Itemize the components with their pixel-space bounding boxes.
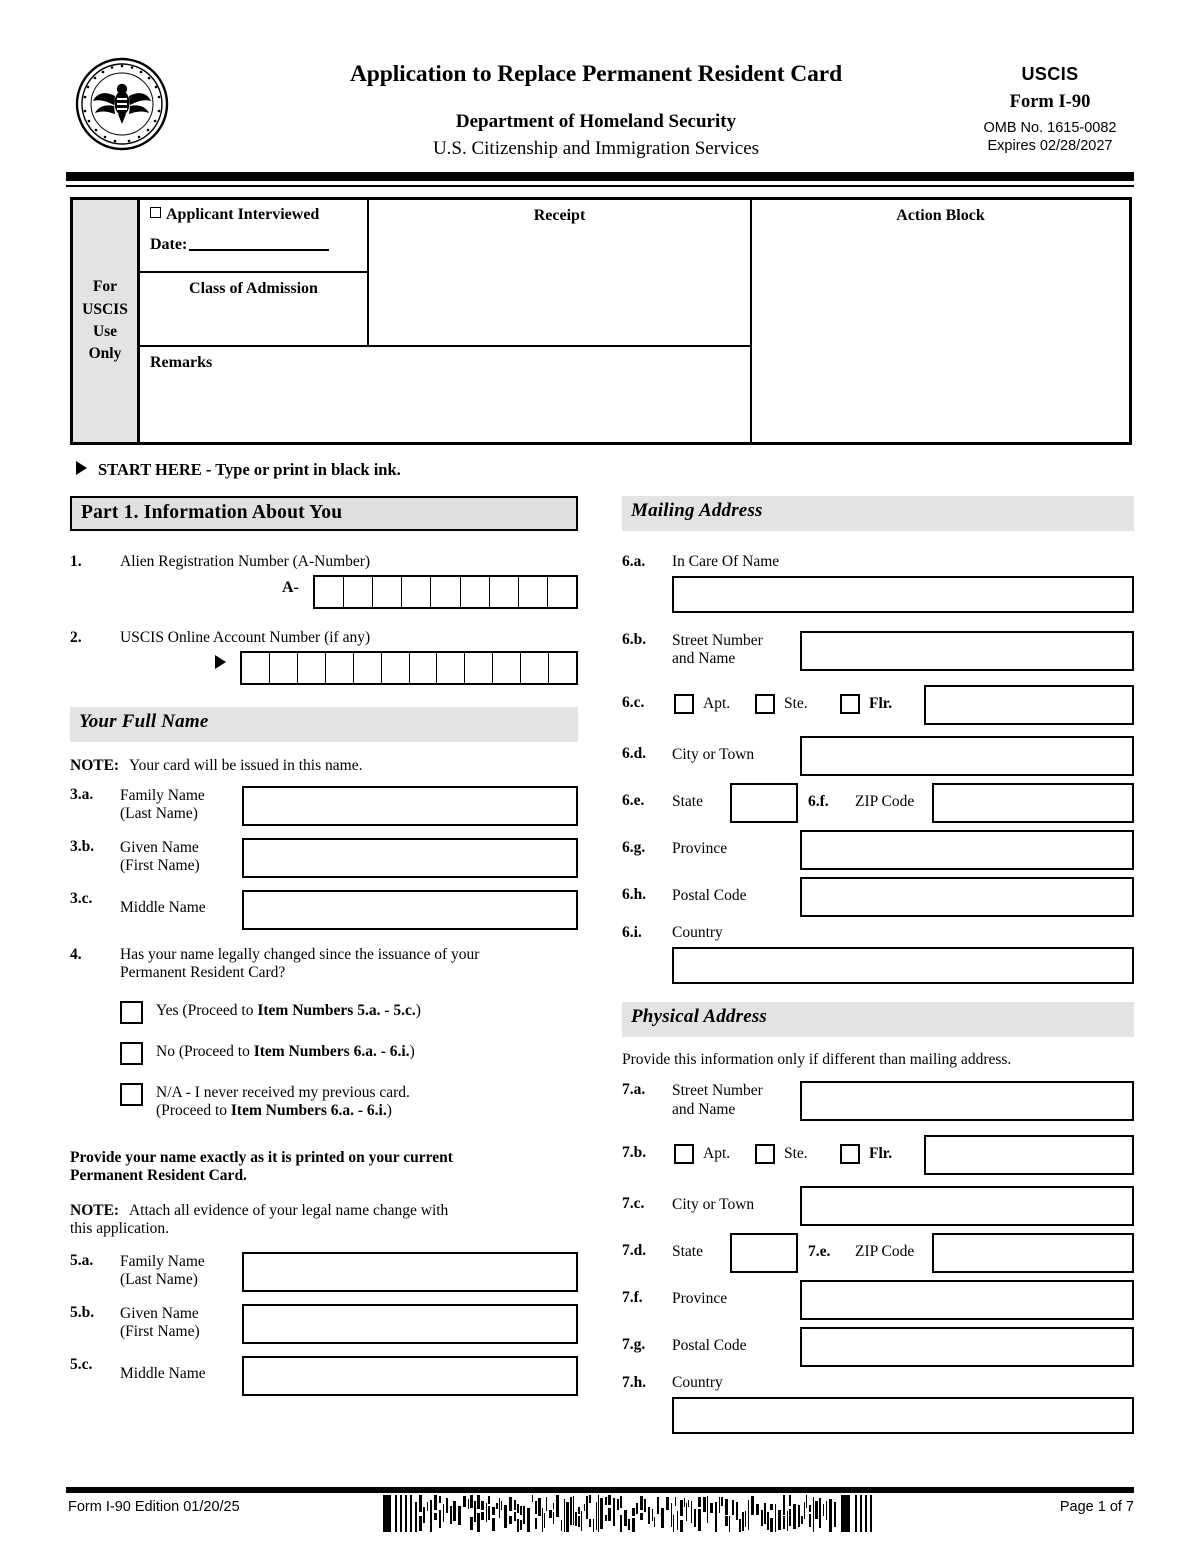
item-6g-number: 6.g. (622, 839, 646, 856)
attach-note-label: NOTE: (70, 1201, 120, 1219)
item-4-no-ref: Item Numbers 6.a. - 6.i. (253, 1042, 410, 1060)
a-number-cell[interactable] (461, 577, 490, 607)
account-number-cell[interactable] (270, 653, 298, 683)
physical-address-intro: Provide this information only if different than mailing address. (622, 1051, 1012, 1068)
item-2-label: USCIS Online Account Number (if any) (120, 629, 371, 646)
item-5a-label-line1: Family Name (120, 1252, 205, 1270)
item-4-option-no[interactable] (70, 1040, 578, 1075)
a-number-cell[interactable] (344, 577, 373, 607)
account-number-cell[interactable] (326, 653, 354, 683)
mailing-unit-number-input[interactable] (924, 685, 1134, 725)
item-6e-number: 6.e. (622, 792, 645, 809)
physical-flr-label: Flr. (869, 1145, 893, 1163)
item-4-question-line1: Has your name legally changed since the issuance of your (120, 946, 480, 963)
action-block-label: Action Block (896, 207, 985, 224)
item-3a-family-name (70, 786, 578, 832)
a-number-input[interactable] (313, 575, 578, 609)
item-1-alien-registration-number (70, 553, 578, 629)
mailing-address-banner: Mailing Address (622, 496, 1134, 531)
a-number-cell[interactable] (402, 577, 431, 607)
item-7f-label: Province (672, 1290, 728, 1308)
uscis-use-only-block (70, 197, 1132, 445)
item-6e-6f-state-zip (622, 783, 1134, 823)
physical-apt-label: Apt. (703, 1145, 731, 1163)
item-6b-label-line1: Street Number (672, 632, 763, 649)
header-rule-thin (66, 185, 1134, 187)
a-number-cell[interactable] (315, 577, 344, 607)
start-here-instruction (76, 460, 401, 480)
right-column (622, 496, 1134, 1452)
action-block-cell[interactable] (752, 200, 1129, 442)
account-number-cell[interactable] (521, 653, 549, 683)
item-4-na-checkbox[interactable] (120, 1083, 143, 1106)
mailing-state-input[interactable] (730, 783, 798, 823)
item-7c-label: City or Town (672, 1196, 755, 1214)
item-7h-country (622, 1374, 1134, 1452)
account-number-cell[interactable] (549, 653, 576, 683)
remarks-cell[interactable] (140, 347, 752, 442)
applicant-interviewed-checkbox[interactable] (150, 207, 161, 218)
part1-banner: Part 1. Information About You (70, 496, 578, 531)
form-header (66, 52, 1134, 170)
item-5c-prev-middle-name (70, 1356, 578, 1396)
receipt-cell[interactable] (369, 200, 752, 347)
item-3c-middle-name (70, 890, 578, 930)
item-6b-number: 6.b. (622, 631, 647, 648)
a-number-cell[interactable] (519, 577, 548, 607)
account-number-cell[interactable] (465, 653, 493, 683)
item-6h-number: 6.h. (622, 886, 647, 903)
mailing-zip-input[interactable] (932, 783, 1134, 823)
left-column (70, 496, 578, 1396)
page-title: Application to Replace Permanent Resident Card (349, 61, 843, 87)
start-here-text: START HERE - Type or print in black ink. (98, 460, 401, 479)
item-7g-label: Postal Code (672, 1337, 747, 1355)
given-name-input[interactable] (242, 838, 578, 878)
item-6e-label: State (672, 793, 703, 810)
a-number-cell[interactable] (548, 577, 576, 607)
item-3b-given-name (70, 838, 578, 884)
physical-city-input[interactable] (800, 1186, 1134, 1226)
item-4-option-yes[interactable] (70, 999, 578, 1034)
item-7a-label-line2: and Name (672, 1100, 736, 1118)
item-3b-label-line2: (First Name) (120, 857, 200, 875)
item-4-no-checkbox[interactable] (120, 1042, 143, 1065)
physical-state-input[interactable] (730, 1233, 798, 1273)
header-form-info (966, 64, 1134, 154)
item-6i-number: 6.i. (622, 924, 642, 941)
physical-street-input[interactable] (800, 1081, 1134, 1121)
item-6i-label: Country (672, 924, 723, 941)
item-7a-label-line1: Street Number (672, 1082, 763, 1100)
mailing-flr-label: Flr. (869, 695, 893, 712)
item-4-no-close: ) (409, 1042, 415, 1060)
mailing-flr-checkbox[interactable] (840, 694, 860, 714)
physical-postal-input[interactable] (800, 1327, 1134, 1367)
account-number-cell[interactable] (410, 653, 438, 683)
mailing-city-input[interactable] (800, 736, 1134, 776)
account-number-cell[interactable] (242, 653, 270, 683)
uscis-online-account-input[interactable] (240, 651, 578, 685)
footer-page-number: Page 1 of 7 (1059, 1499, 1134, 1515)
item-7e-number: 7.e. (808, 1243, 831, 1261)
applicant-interviewed-label: Applicant Interviewed (166, 206, 320, 223)
item-4-name-changed-question (70, 946, 578, 983)
physical-province-input[interactable] (800, 1280, 1134, 1320)
uscis-sidebar-line-4: Only (88, 345, 122, 363)
mailing-province-input[interactable] (800, 830, 1134, 870)
item-7a-street (622, 1081, 1134, 1128)
mailing-apt-label: Apt. (703, 695, 731, 712)
dhs-seal-icon (74, 56, 170, 152)
a-number-cell[interactable] (373, 577, 402, 607)
item-4-yes-checkbox[interactable] (120, 1001, 143, 1024)
item-7e-label: ZIP Code (855, 1243, 915, 1261)
item-7h-label: Country (672, 1374, 723, 1392)
item-5c-label: Middle Name (120, 1364, 206, 1382)
middle-name-input[interactable] (242, 890, 578, 930)
attach-evidence-note (70, 1202, 578, 1239)
item-3a-label-line1: Family Name (120, 787, 205, 804)
item-4-option-na[interactable] (70, 1081, 578, 1131)
item-7c-number: 7.c. (622, 1195, 645, 1213)
item-7f-province (622, 1280, 1134, 1320)
item-1-number: 1. (70, 553, 82, 570)
item-6a-in-care-of-name (622, 553, 1134, 631)
item-4-na-close: ) (386, 1101, 392, 1119)
item-4-yes-ref: Item Numbers 5.a. - 5.c. (257, 1001, 416, 1019)
item-6d-label: City or Town (672, 746, 755, 763)
item-6f-label: ZIP Code (855, 793, 915, 810)
item-7d-7e-state-zip (622, 1233, 1134, 1273)
item-7c-city (622, 1186, 1134, 1226)
item-6c-unit-type (622, 685, 1134, 729)
remarks-label: Remarks (150, 354, 213, 371)
family-name-input[interactable] (242, 786, 578, 826)
provide-name-line1: Provide your name exactly as it is printed on your current (70, 1148, 453, 1166)
item-6g-province (622, 830, 1134, 870)
physical-country-input[interactable] (672, 1397, 1134, 1434)
a-number-cell[interactable] (490, 577, 519, 607)
physical-apt-checkbox[interactable] (674, 1144, 694, 1164)
item-3b-number: 3.b. (70, 838, 95, 855)
item-4-yes-text: Yes (Proceed to (156, 1001, 258, 1019)
item-6b-label-line2: and Name (672, 650, 736, 668)
mailing-street-input[interactable] (800, 631, 1134, 671)
account-number-cell[interactable] (354, 653, 382, 683)
physical-address-banner: Physical Address (622, 1002, 1134, 1037)
physical-unit-number-input[interactable] (924, 1135, 1134, 1175)
item-7b-number: 7.b. (622, 1144, 647, 1162)
uscis-use-only-sidebar (73, 200, 140, 442)
item-4-question-line2: Permanent Resident Card? (120, 964, 286, 982)
account-number-cell[interactable] (382, 653, 410, 683)
item-7f-number: 7.f. (622, 1289, 643, 1307)
item-5b-number: 5.b. (70, 1303, 95, 1321)
item-6a-label: In Care Of Name (672, 553, 780, 570)
triangle-right-icon (215, 655, 226, 674)
item-5c-number: 5.c. (70, 1355, 93, 1373)
item-3b-label-line1: Given Name (120, 839, 199, 856)
mailing-postal-input[interactable] (800, 877, 1134, 917)
item-6b-street (622, 631, 1134, 678)
mailing-ste-checkbox[interactable] (755, 694, 775, 714)
item-5a-prev-family-name (70, 1252, 578, 1298)
item-5a-label-line2: (Last Name) (120, 1271, 198, 1289)
item-7g-postal-code (622, 1327, 1134, 1367)
uscis-sidebar-line-1: For (92, 278, 118, 296)
expiration-date: Expires 02/28/2027 (987, 138, 1113, 154)
item-7h-number: 7.h. (622, 1374, 647, 1392)
item-6h-label: Postal Code (672, 887, 747, 904)
item-5b-prev-given-name (70, 1304, 578, 1350)
item-7d-label: State (672, 1243, 703, 1261)
item-6g-label: Province (672, 840, 728, 857)
attach-note-line1: Attach all evidence of your legal name change with (128, 1201, 449, 1219)
item-2-uscis-online-account-number (70, 629, 578, 707)
full-name-note (70, 757, 578, 775)
prev-middle-name-input[interactable] (242, 1356, 578, 1396)
provide-name-line2: Permanent Resident Card. (70, 1167, 247, 1185)
item-6h-postal-code (622, 877, 1134, 917)
class-of-admission-cell[interactable] (140, 273, 369, 347)
item-5b-label-line2: (First Name) (120, 1323, 200, 1341)
applicant-interviewed-cell (140, 200, 369, 273)
mailing-ste-label: Ste. (784, 695, 808, 712)
item-3c-label: Middle Name (120, 899, 206, 916)
a-number-prefix: A- (282, 579, 299, 596)
item-2-number: 2. (70, 629, 82, 646)
item-3a-number: 3.a. (70, 786, 94, 803)
agency-name: U.S. Citizenship and Immigration Services (432, 137, 760, 159)
form-number-label: Form I-90 (1009, 92, 1091, 112)
item-4-number: 4. (70, 946, 82, 963)
physical-ste-checkbox[interactable] (755, 1144, 775, 1164)
item-5b-label-line1: Given Name (120, 1304, 199, 1322)
physical-flr-checkbox[interactable] (840, 1144, 860, 1164)
a-number-cell[interactable] (431, 577, 460, 607)
uscis-sidebar-line-3: Use (92, 323, 118, 340)
uscis-sidebar-line-2: USCIS (82, 300, 128, 318)
footer-edition: Form I-90 Edition 01/20/25 (68, 1499, 240, 1515)
interview-date-input[interactable] (189, 235, 329, 251)
your-full-name-banner: Your Full Name (70, 707, 578, 742)
account-number-cell[interactable] (298, 653, 326, 683)
class-of-admission-label: Class of Admission (189, 280, 318, 297)
header-titles (246, 62, 946, 160)
item-1-label: Alien Registration Number (A-Number) (120, 553, 371, 570)
attach-note-line2: this application. (70, 1220, 170, 1238)
item-4-na-ref: Item Numbers 6.a. - 6.i. (230, 1101, 387, 1119)
item-3a-label-line2: (Last Name) (120, 805, 198, 823)
item-6d-city (622, 736, 1134, 776)
account-number-cell[interactable] (493, 653, 521, 683)
receipt-label: Receipt (533, 207, 586, 224)
item-6i-country (622, 924, 1134, 1002)
mailing-apt-checkbox[interactable] (674, 694, 694, 714)
mailing-country-input[interactable] (672, 947, 1134, 984)
item-7b-unit-type (622, 1135, 1134, 1179)
agency-short-label: USCIS (1021, 64, 1079, 84)
item-7d-number: 7.d. (622, 1242, 647, 1260)
footer-rule (66, 1487, 1134, 1493)
triangle-right-icon (76, 461, 87, 475)
physical-zip-input[interactable] (932, 1233, 1134, 1273)
item-5a-number: 5.a. (70, 1251, 94, 1269)
full-name-note-text: Your card will be issued in this name. (128, 757, 363, 774)
item-4-yes-close: ) (415, 1001, 421, 1019)
item-6c-number: 6.c. (622, 694, 645, 711)
item-3c-number: 3.c. (70, 890, 93, 907)
provide-name-instruction (70, 1149, 578, 1186)
item-6d-number: 6.d. (622, 745, 647, 762)
barcode-icon (383, 1495, 903, 1532)
omb-number: OMB No. 1615-0082 (983, 120, 1117, 136)
prev-family-name-input[interactable] (242, 1252, 578, 1292)
physical-ste-label: Ste. (784, 1145, 808, 1163)
department-name: Department of Homeland Security (455, 110, 737, 132)
prev-given-name-input[interactable] (242, 1304, 578, 1344)
header-rule-thick (66, 172, 1134, 181)
in-care-of-name-input[interactable] (672, 576, 1134, 613)
item-7g-number: 7.g. (622, 1336, 646, 1354)
account-number-cell[interactable] (437, 653, 465, 683)
item-6f-number: 6.f. (808, 793, 829, 810)
full-name-note-label: NOTE: (70, 757, 120, 774)
item-7a-number: 7.a. (622, 1081, 646, 1099)
item-4-na-text: N/A - I never received my previous card. (156, 1083, 410, 1101)
item-6a-number: 6.a. (622, 553, 646, 570)
interview-date-label: Date: (150, 236, 188, 253)
item-4-no-text: No (Proceed to (156, 1042, 254, 1060)
item-4-na-line2-text: (Proceed to (156, 1101, 231, 1119)
